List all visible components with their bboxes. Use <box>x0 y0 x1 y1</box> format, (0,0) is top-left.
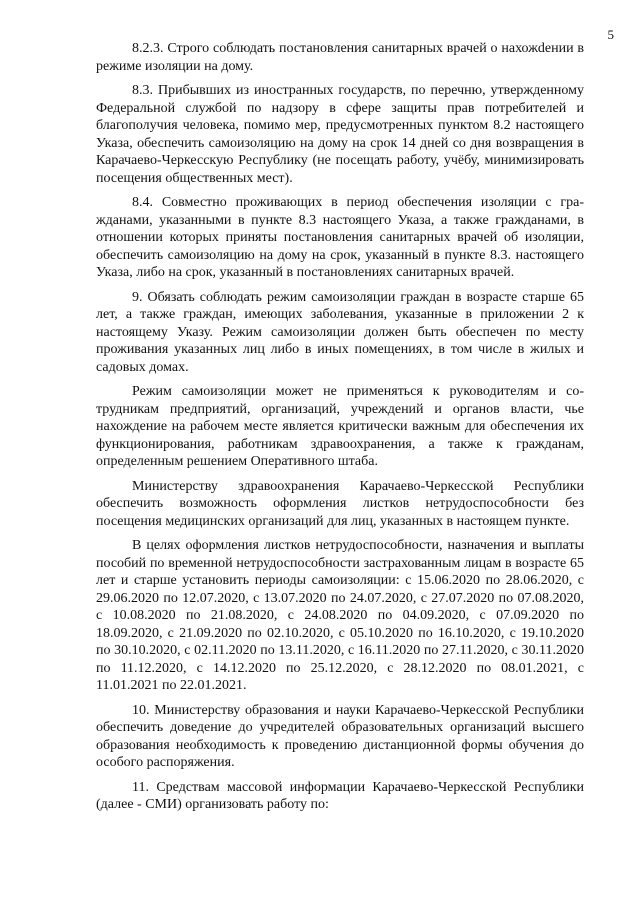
paragraph-8-4: 8.4. Совместно проживающих в период обеспечения изоляции с гражданами, указанными в пункте 8.3 настоящего Указа, а также гражданами, в отношении которых приняты постановления санитарных врачей об изоляции, обеспечить самоизоляцию на дому на срок, указанный в пункте 8.3. настоящего Указа, либо на срок, указанный в постановлениях санитарных врачей. <box>96 195 584 280</box>
decree-text <box>96 40 584 821</box>
paragraph-8-3: 8.3. Прибывших из иностранных государств, по перечню, утвержденному Федеральной службой по надзору в сфере защиты прав потребителей и благополучия человека, помимо мер, предусмотренных пунктом 8.2 настоящего Указа, обеспечить самоизоляцию на дому на срок 14 дней со дня возвращения в Карачаево-Черкесскую Республику (не посещать работу, учёбу, минимизировать посещения общественных мест). <box>96 83 584 186</box>
page-number: 5 <box>607 27 614 42</box>
paragraph-9-isolation-periods: В целях оформления листков нетрудоспособности, назначения и выплаты пособий по временной нетрудоспособности застрахованным лицам в возрасте 65 лет и старше установить периоды самоизоляции: с 15.06.2020 по 28.06.2020, с 29.06.2020 по 12.07.2020, с 13.07.2020 по 24.07.2020, с 27.07.2020 по 07.08.2020, с 10.08.2020 по 21.08.2020, с 24.08.2020 по 04.09.2020, с 07.09.2020 по 18.09.2020, с 21.09.2020 по 02.10.2020, с 05.10.2020 по 16.10.2020, с 19.10.2020 по 30.10.2020, с 02.11.2020 по 13.11.2020, с 16.11.2020 по 27.11.2020, с 30.11.2020 по 11.12.2020, с 14.12.2020 по 25.12.2020, с 28.12.2020 по 08.01.2021, с 11.01.2021 по 22.01.2021. <box>96 538 584 693</box>
paragraph-10: 10. Министерству образования и науки Карачаево-Черкесской Республики обеспечить доведение до учредителей образовательных организаций высшего образования необходимость к проведению дистанционной формы обучения до особого распоряжения. <box>96 702 584 770</box>
paragraph-11: 11. Средствам массовой информации Карачаево-Черкесской Республики (далее - СМИ) организовать работу по: <box>96 779 584 812</box>
paragraph-9-health-ministry: Министерству здравоохранения Карачаево-Черкесской Республики обеспечить возможность оформления листков нетрудоспособности без посещения медицинских организаций для лиц, указанных в настоящем пункте. <box>96 478 584 529</box>
paragraph-8-2-3: 8.2.3. Строго соблюдать постановления санитарных врачей о нахожdении в режиме изоляции на дому. <box>96 41 584 74</box>
paragraph-9-self-isolation-exemptions: Режим самоизоляции может не применяться к руководителям и сотрудникам предприятий, организаций, учреждений и органов власти, чье нахождение на рабочем месте является критически важным для обеспечения их функционирования, работникам здравоохранения, а также к гражданам, определенным решением Оперативного штаба. <box>96 384 584 469</box>
paragraph-9: 9. Обязать соблюдать режим самоизоляции граждан в возрасте старше 65 лет, а также граждан, имеющих заболевания, указанные в приложении 2 к настоящему Указу. Режим самоизоляции должен быть обеспечен по месту проживания указанных лиц либо в иных помещениях, в том числе в жилых и садовых домах. <box>96 289 584 375</box>
